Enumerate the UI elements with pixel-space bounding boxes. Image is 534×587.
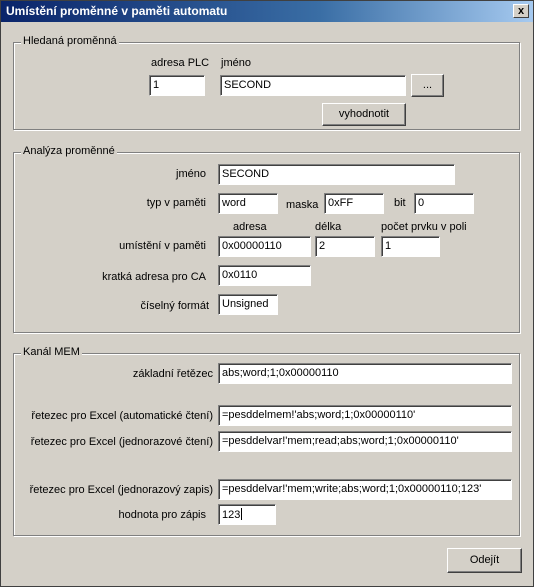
base-string-field[interactable]: abs;word;1;0x00000110 <box>218 363 512 384</box>
mem-channel-legend: Kanál MEM <box>23 346 80 358</box>
write-value-label: hodnota pro zápis <box>118 509 206 521</box>
text-caret <box>241 508 242 520</box>
excel-auto-read-label: řetezec pro Excel (automatické čtení) <box>31 410 213 422</box>
memory-type-field[interactable]: word <box>218 193 278 214</box>
memory-location-label: umístění v paměti <box>119 240 206 252</box>
mask-field[interactable]: 0xFF <box>324 193 384 214</box>
close-icon[interactable]: x <box>513 4 529 18</box>
excel-auto-read-field[interactable]: =pesddelmem!'abs;word;1;0x00000110' <box>218 405 512 426</box>
mask-label: maska <box>286 199 319 211</box>
excel-single-read-label: řetezec pro Excel (jednorazové čtení) <box>30 436 213 448</box>
search-name-label: jméno <box>221 57 251 69</box>
element-count-field[interactable]: 1 <box>381 236 440 257</box>
analysis-name-field[interactable]: SECOND <box>218 164 455 185</box>
address-column-header: adresa <box>233 221 267 233</box>
length-column-header: délka <box>315 221 342 233</box>
exit-button[interactable]: Odejít <box>447 548 522 573</box>
excel-single-write-label: řetezec pro Excel (jednorazový zapis) <box>29 484 213 496</box>
base-string-label: základní řetězec <box>132 368 213 380</box>
number-format-label: číselný formát <box>140 300 209 312</box>
plc-address-input[interactable]: 1 <box>149 75 205 96</box>
analysis-name-label: jméno <box>176 168 206 180</box>
write-value-input[interactable] <box>218 504 276 525</box>
memory-type-label: typ v paměti <box>146 197 206 209</box>
plc-address-label: adresa PLC <box>151 57 210 69</box>
window-title: Umístění proměnné v paměti automatu <box>6 4 228 18</box>
evaluate-button[interactable]: vyhodnotit <box>322 103 406 126</box>
count-column-header: počet prvku v poli <box>381 221 467 233</box>
title-bar[interactable] <box>1 1 533 22</box>
bit-field[interactable]: 0 <box>414 193 474 214</box>
short-address-field[interactable]: 0x0110 <box>218 265 311 286</box>
short-address-label: kratká adresa pro CA <box>102 271 206 283</box>
address-field[interactable]: 0x00000110 <box>218 236 311 257</box>
write-value-text: 123 <box>222 509 241 521</box>
bit-label: bit <box>394 197 406 209</box>
excel-single-read-field[interactable]: =pesddelvar!'mem;read;abs;word;1;0x00000110' <box>218 431 512 452</box>
search-name-input[interactable]: SECOND <box>220 75 406 96</box>
variable-analysis-legend: Analýza proměnné <box>23 145 115 157</box>
number-format-field[interactable]: Unsigned <box>218 294 278 315</box>
browse-button[interactable]: ... <box>411 74 444 97</box>
length-field[interactable]: 2 <box>315 236 375 257</box>
search-variable-legend: Hledaná proměnná <box>23 35 117 47</box>
excel-single-write-field[interactable]: =pesddelvar!'mem;write;abs;word;1;0x00000110;123' <box>218 479 512 500</box>
